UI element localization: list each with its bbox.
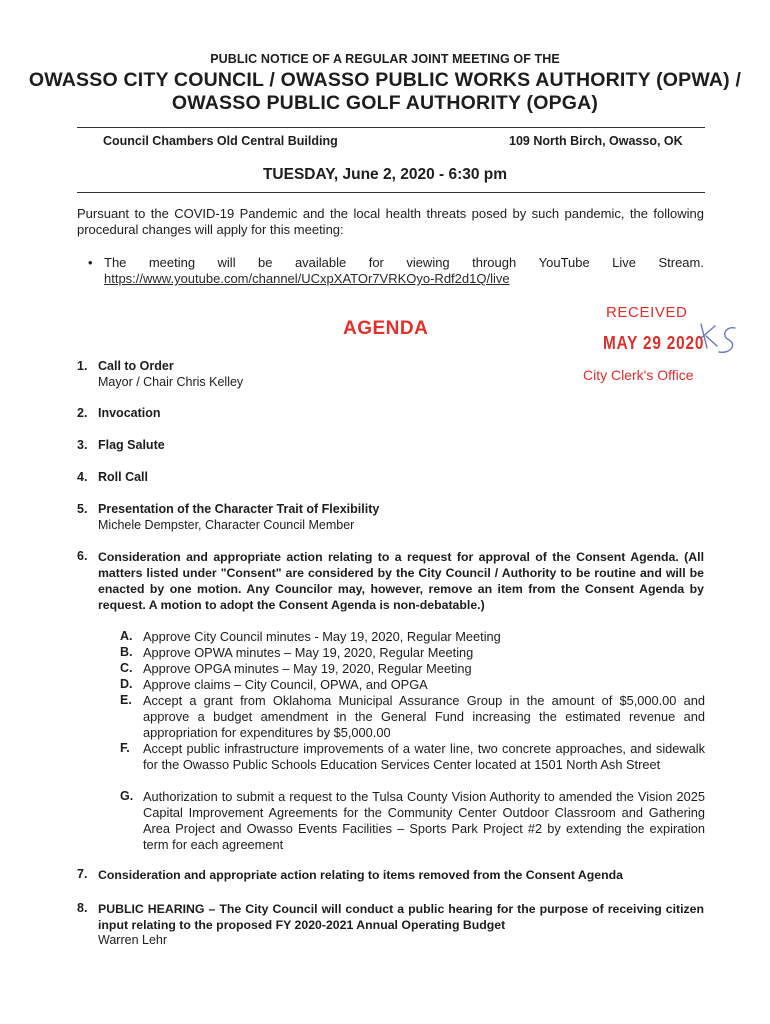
item-number: 5.: [77, 502, 88, 516]
subitem-text: Approve claims – City Council, OPWA, and OPGA: [143, 677, 428, 692]
bullet-word: for: [368, 255, 384, 270]
subitem-text: Approve OPWA minutes – May 19, 2020, Regular Meeting: [143, 645, 474, 660]
address: 109 North Birch, Owasso, OK: [509, 134, 683, 148]
bullet-word: will: [217, 255, 236, 270]
livestream-bullet: [104, 255, 704, 287]
subitem-text: Accept public infrastructure improvements of a water line, two concrete approaches, and sidewalk for the Owasso Public Schools Education Services Center located at 1501 North Ash Street: [143, 741, 705, 772]
item-number: 3.: [77, 438, 88, 452]
subitem-letter: F.: [120, 741, 130, 755]
subitem-text: Approve City Council minutes - May 19, 2020, Regular Meeting: [143, 629, 501, 644]
youtube-link[interactable]: https://www.youtube.com/channel/UCxpXATOr7VRKOyo-Rdf2d1Q/live: [104, 271, 510, 286]
item-title: Call to Order: [98, 359, 174, 373]
subitem-text: Authorization to submit a request to the Tulsa County Vision Authority to amended the Vision 2025 Capital Improvement Agreements for the Community Center Outdoor Classroom and Gathering Area Project and Owasso Events Facilities – Sports Park Project #2 by extending the expiration term for each agreement: [143, 789, 705, 852]
removed-items-paragraph: Consideration and appropriate action relating to items removed from the Consent Agenda: [98, 868, 623, 882]
handwritten-initials-icon: [697, 318, 741, 362]
item-presenter: Mayor / Chair Chris Kelley: [98, 375, 244, 389]
item-title: Invocation: [98, 406, 161, 420]
subitem-letter: A.: [120, 629, 133, 643]
item-number: 2.: [77, 406, 88, 420]
notice-line: PUBLIC NOTICE OF A REGULAR JOINT MEETING OF THE: [210, 52, 560, 66]
venue: Council Chambers Old Central Building: [103, 134, 338, 148]
consent-agenda-paragraph: Consideration and appropriate action relating to a request for approval of the Consent Agenda. (All matters listed under "Consent" are considered by the City Council / Authority to be routine and will be enacted by one motion. Any Councilor may, however, remove an item from the Consent Agenda by request. A motion to adopt the Consent Agenda is non-debatable.): [98, 550, 704, 612]
stamp-received: RECEIVED: [606, 304, 688, 321]
item-title: Roll Call: [98, 470, 149, 484]
agenda-title: AGENDA: [343, 318, 429, 339]
bullet-word: Stream.: [658, 255, 704, 270]
divider-top: [77, 127, 705, 128]
item-number: 7.: [77, 867, 88, 881]
intro-paragraph: Pursuant to the COVID-19 Pandemic and the local health threats posed by such pandemic, the following procedural changes will apply for this meeting:: [77, 206, 704, 237]
bullet-word: through: [472, 255, 517, 270]
subitem-text: Accept a grant from Oklahoma Municipal Assurance Group in the amount of $5,000.00 and approve a budget amendment in the General Fund increasing the estimated revenue and appropriation for expenditures by $5,000.00: [143, 693, 705, 740]
meeting-date: TUESDAY, June 2, 2020 - 6:30 pm: [262, 166, 508, 183]
bullet-word: YouTube: [538, 255, 590, 270]
subitem-text: Approve OPGA minutes – May 19, 2020, Regular Meeting: [143, 661, 472, 676]
subitem-letter: B.: [120, 645, 133, 659]
bullet-word: available: [294, 255, 347, 270]
stamp-date: MAY 29 2020: [603, 333, 705, 353]
bullet-symbol: •: [88, 255, 93, 270]
bullet-word: viewing: [406, 255, 450, 270]
bullet-words: [104, 255, 704, 271]
item-number: 1.: [77, 359, 88, 373]
subitem-letter: E.: [120, 693, 132, 707]
title-line-2: OWASSO PUBLIC GOLF AUTHORITY (OPGA): [171, 92, 599, 114]
public-hearing-paragraph: PUBLIC HEARING – The City Council will conduct a public hearing for the purpose of receiving citizen input relating to the proposed FY 2020-2021 Annual Operating Budget: [98, 902, 704, 932]
stamp-office: City Clerk's Office: [583, 367, 694, 383]
bullet-word: meeting: [148, 255, 196, 270]
bullet-word: The: [104, 255, 127, 270]
item-presenter: Warren Lehr: [98, 933, 168, 947]
item-number: 4.: [77, 470, 88, 484]
item-presenter: Michele Dempster, Character Council Member: [98, 518, 355, 532]
item-number: 8.: [77, 901, 88, 915]
title-line-1: OWASSO CITY COUNCIL / OWASSO PUBLIC WORKS AUTHORITY (OPWA) /: [28, 69, 742, 91]
subitem-letter: D.: [120, 677, 133, 691]
item-number: 6.: [77, 549, 88, 563]
divider-bottom: [77, 192, 705, 193]
bullet-word: be: [258, 255, 273, 270]
subitem-letter: C.: [120, 661, 133, 675]
item-title: Flag Salute: [98, 438, 165, 452]
bullet-word: Live: [612, 255, 637, 270]
item-title: Presentation of the Character Trait of Flexibility: [98, 502, 380, 516]
subitem-letter: G.: [120, 789, 134, 803]
